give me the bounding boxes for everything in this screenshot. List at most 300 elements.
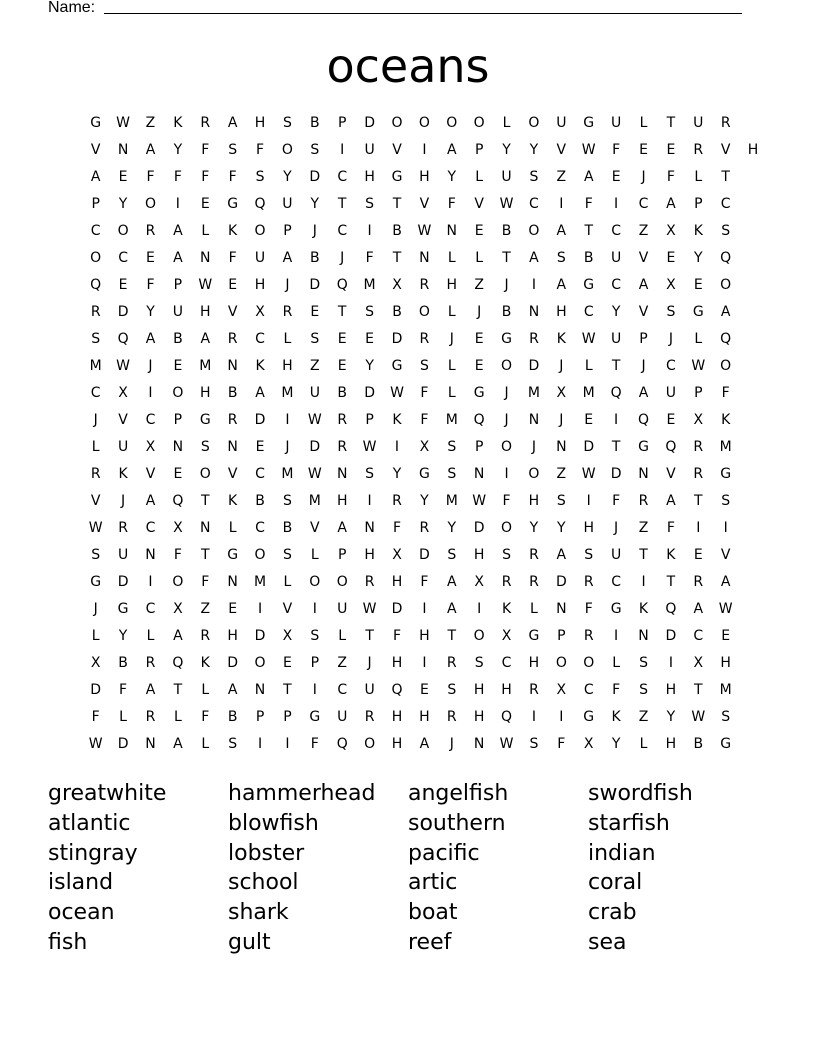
grid-letter: X — [583, 736, 594, 752]
grid-letter: H — [391, 736, 403, 752]
word-list-item: southern — [408, 810, 506, 836]
grid-letter: M — [281, 466, 294, 482]
word-list-item: hammerhead — [228, 781, 376, 806]
grid-letter: S — [310, 142, 320, 158]
grid-letter: A — [666, 196, 676, 212]
grid-letter: P — [173, 412, 183, 428]
grid-letter: O — [117, 223, 129, 239]
grid-letter: H — [528, 493, 540, 509]
grid-letter: E — [693, 277, 703, 293]
grid-letter: I — [477, 601, 482, 617]
grid-row — [82, 353, 740, 380]
grid-letter: G — [583, 115, 595, 131]
grid-letter: Z — [638, 223, 649, 239]
grid-row — [82, 218, 740, 245]
grid-letter: L — [91, 439, 100, 455]
grid-letter: X — [173, 520, 183, 536]
grid-letter: H — [419, 628, 430, 644]
grid-letter: G — [90, 115, 102, 131]
grid-letter: F — [392, 520, 402, 536]
grid-letter: U — [364, 682, 375, 698]
grid-letter: C — [145, 601, 156, 617]
word-list-item: pacific — [408, 840, 480, 866]
grid-row — [82, 191, 740, 218]
grid-letter: A — [90, 169, 101, 185]
grid-letter: O — [254, 547, 266, 563]
grid-letter: V — [227, 304, 238, 320]
grid-letter: F — [612, 493, 621, 509]
grid-letter: A — [666, 493, 676, 509]
grid-letter: K — [173, 115, 183, 131]
grid-letter: R — [693, 439, 704, 455]
grid-letter: J — [641, 169, 646, 185]
grid-letter: K — [501, 601, 512, 617]
grid-letter: K — [228, 493, 238, 509]
grid-letter: S — [639, 682, 648, 698]
grid-letter: R — [419, 331, 430, 347]
grid-letter: B — [282, 520, 293, 536]
grid-letter: B — [310, 115, 320, 131]
grid-letter: Q — [637, 412, 650, 428]
grid-letter: T — [639, 547, 648, 563]
grid-letter: O — [528, 223, 540, 239]
grid-letter: Y — [529, 142, 539, 158]
word-list-item: shark — [228, 900, 289, 926]
grid-letter: S — [721, 709, 731, 725]
grid-letter: B — [337, 385, 348, 401]
grid-letter: F — [201, 709, 210, 725]
grid-letter: S — [529, 736, 539, 752]
grid-letter: M — [527, 385, 540, 401]
grid-letter: D — [117, 304, 129, 320]
grid-letter: G — [227, 196, 239, 212]
grid-letter: W — [116, 115, 130, 131]
grid-letter: L — [447, 385, 456, 401]
grid-letter: F — [201, 142, 210, 158]
grid-letter: R — [364, 709, 375, 725]
grid-letter: J — [121, 493, 126, 509]
grid-letter: A — [227, 115, 238, 131]
grid-letter: X — [693, 655, 704, 671]
grid-letter: U — [501, 169, 512, 185]
grid-row — [82, 407, 740, 434]
grid-letter: E — [666, 412, 676, 428]
grid-letter: U — [610, 547, 622, 563]
grid-letter: G — [692, 304, 704, 320]
grid-letter: E — [337, 358, 347, 374]
grid-letter: B — [310, 250, 320, 266]
grid-letter: R — [529, 574, 539, 590]
grid-row — [82, 731, 740, 758]
grid-letter: Y — [694, 250, 703, 266]
grid-letter: H — [391, 655, 403, 671]
grid-letter: J — [93, 601, 98, 617]
grid-letter: X — [255, 304, 265, 320]
grid-letter: N — [227, 439, 238, 455]
grid-letter: Z — [556, 466, 567, 482]
grid-letter: G — [391, 169, 403, 185]
grid-letter: L — [201, 736, 210, 752]
grid-letter: J — [367, 655, 372, 671]
grid-letter: H — [254, 115, 266, 131]
grid-letter: E — [228, 601, 238, 617]
grid-letter: I — [312, 601, 317, 617]
grid-letter: K — [666, 547, 676, 563]
grid-letter: Q — [610, 385, 622, 401]
grid-letter: R — [529, 682, 539, 698]
grid-letter: H — [747, 142, 759, 158]
grid-letter: U — [610, 331, 622, 347]
grid-letter: V — [118, 412, 128, 428]
grid-letter: E — [584, 412, 594, 428]
grid-letter: A — [529, 250, 539, 266]
grid-letter: K — [200, 655, 210, 671]
grid-letter: C — [611, 277, 621, 293]
grid-letter: T — [584, 223, 593, 239]
grid-letter: Q — [665, 439, 677, 455]
grid-letter: I — [422, 655, 427, 671]
word-list-item: lobster — [228, 840, 305, 866]
grid-letter: H — [528, 655, 540, 671]
grid-letter: E — [474, 331, 484, 347]
word-list-item: coral — [588, 870, 643, 896]
grid-letter: E — [337, 331, 347, 347]
grid-letter: E — [255, 439, 265, 455]
grid-letter: B — [583, 250, 594, 266]
grid-letter: O — [309, 574, 321, 590]
grid-letter: S — [556, 250, 566, 266]
grid-letter: F — [256, 142, 265, 158]
word-list-item: atlantic — [48, 810, 131, 836]
grid-letter: D — [583, 439, 595, 455]
grid-letter: J — [148, 358, 153, 374]
word-list-item: reef — [408, 929, 452, 955]
grid-letter: F — [584, 601, 593, 617]
grid-letter: Y — [447, 169, 457, 185]
grid-letter: U — [364, 142, 375, 158]
grid-letter: E — [419, 682, 429, 698]
grid-letter: I — [531, 277, 537, 293]
grid-letter: J — [340, 250, 345, 266]
grid-letter: N — [227, 574, 238, 590]
grid-letter: M — [445, 493, 458, 509]
grid-letter: T — [392, 250, 402, 266]
grid-letter: F — [612, 142, 621, 158]
grid-letter: X — [556, 385, 567, 401]
grid-letter: X — [90, 655, 101, 671]
grid-letter: V — [90, 142, 101, 158]
grid-letter: S — [447, 466, 457, 482]
grid-row — [82, 488, 740, 515]
grid-letter: T — [200, 547, 210, 563]
grid-letter: M — [719, 682, 732, 698]
grid-row — [82, 542, 740, 569]
grid-letter: K — [693, 223, 703, 239]
grid-letter: F — [584, 196, 593, 212]
grid-letter: W — [581, 142, 596, 158]
grid-letter: J — [285, 439, 290, 455]
grid-letter: J — [504, 277, 509, 293]
grid-letter: A — [145, 142, 156, 158]
grid-letter: T — [502, 250, 511, 266]
grid-letter: R — [227, 331, 238, 347]
grid-letter: S — [502, 547, 511, 563]
grid-letter: Q — [391, 682, 403, 698]
grid-letter: A — [173, 223, 183, 239]
grid-letter: C — [145, 520, 156, 536]
grid-letter: D — [364, 385, 375, 401]
grid-letter: V — [227, 466, 238, 482]
grid-letter: E — [228, 277, 238, 293]
grid-letter: I — [257, 601, 263, 617]
grid-letter: C — [638, 196, 649, 212]
grid-letter: Q — [665, 601, 677, 617]
grid-letter: S — [310, 331, 320, 347]
grid-letter: X — [501, 628, 512, 644]
grid-letter: V — [638, 304, 649, 320]
grid-letter: S — [721, 223, 731, 239]
grid-letter: X — [474, 574, 484, 590]
grid-letter: K — [721, 412, 731, 428]
grid-letter: K — [255, 358, 265, 374]
grid-letter: M — [281, 385, 294, 401]
grid-letter: S — [447, 682, 457, 698]
grid-letter: J — [449, 331, 454, 347]
grid-letter: L — [146, 628, 155, 644]
grid-letter: H — [473, 682, 485, 698]
grid-row — [82, 434, 740, 461]
grid-letter: L — [201, 223, 210, 239]
grid-letter: S — [365, 466, 375, 482]
grid-letter: Y — [392, 466, 402, 482]
grid-letter: X — [666, 277, 676, 293]
grid-letter: T — [173, 682, 183, 698]
grid-letter: Y — [310, 196, 320, 212]
grid-letter: G — [583, 277, 595, 293]
word-list-item: island — [48, 870, 114, 896]
grid-letter: F — [146, 169, 155, 185]
grid-letter: S — [255, 169, 265, 185]
grid-letter: I — [641, 574, 646, 590]
grid-letter: J — [477, 304, 482, 320]
grid-letter: C — [666, 358, 676, 374]
grid-letter: P — [474, 439, 484, 455]
grid-letter: Y — [173, 142, 183, 158]
grid-letter: R — [419, 277, 430, 293]
grid-letter: O — [90, 250, 102, 266]
grid-letter: N — [172, 439, 184, 455]
grid-letter: A — [173, 736, 183, 752]
grid-letter: O — [281, 142, 293, 158]
grid-letter: N — [254, 682, 266, 698]
grid-letter: G — [610, 601, 622, 617]
grid-letter: Q — [336, 277, 348, 293]
grid-letter: P — [365, 412, 374, 428]
grid-letter: Z — [556, 169, 567, 185]
grid-letter: Q — [254, 196, 266, 212]
grid-letter: M — [308, 493, 321, 509]
grid-letter: R — [583, 574, 594, 590]
grid-letter: J — [504, 385, 509, 401]
grid-letter: N — [200, 250, 211, 266]
grid-letter: S — [200, 439, 210, 455]
grid-letter: J — [641, 358, 646, 374]
grid-letter: R — [282, 304, 293, 320]
grid-letter: T — [611, 439, 621, 455]
puzzle-title: oceans — [326, 39, 490, 93]
grid-letter: F — [228, 250, 237, 266]
grid-row — [82, 650, 740, 677]
grid-letter: V — [556, 142, 567, 158]
grid-letter: I — [723, 520, 728, 536]
grid-letter: V — [474, 196, 484, 212]
grid-letter: L — [530, 601, 538, 617]
grid-letter: X — [693, 412, 704, 428]
grid-letter: I — [175, 196, 180, 212]
grid-letter: A — [227, 682, 238, 698]
grid-letter: B — [173, 331, 183, 347]
grid-letter: O — [254, 223, 266, 239]
grid-letter: H — [473, 709, 485, 725]
grid-letter: G — [638, 439, 649, 455]
grid-letter: U — [117, 547, 129, 563]
grid-letter: H — [391, 574, 403, 590]
grid-letter: H — [501, 682, 512, 698]
grid-letter: L — [502, 115, 511, 131]
grid-letter: P — [255, 709, 265, 725]
grid-letter: Y — [666, 709, 676, 725]
grid-letter: X — [666, 223, 676, 239]
grid-letter: W — [116, 358, 130, 374]
grid-letter: E — [146, 250, 155, 266]
grid-letter: V — [638, 250, 649, 266]
grid-letter: L — [447, 358, 456, 374]
grid-letter: S — [365, 196, 375, 212]
grid-letter: S — [721, 493, 731, 509]
grid-letter: R — [638, 493, 649, 509]
grid-letter: L — [119, 709, 127, 725]
grid-letter: X — [282, 628, 293, 644]
grid-letter: U — [556, 115, 567, 131]
grid-letter: M — [363, 277, 376, 293]
grid-letter: C — [529, 196, 539, 212]
grid-letter: R — [501, 574, 512, 590]
word-list-item: stingray — [48, 840, 138, 866]
word-list-item: ocean — [48, 900, 115, 926]
grid-letter: A — [145, 331, 156, 347]
grid-letter: O — [528, 466, 540, 482]
grid-letter: S — [666, 304, 676, 320]
grid-letter: D — [227, 655, 239, 671]
word-list-item: crab — [588, 900, 637, 926]
grid-letter: V — [90, 493, 101, 509]
grid-letter: O — [418, 115, 430, 131]
grid-letter: H — [199, 304, 211, 320]
grid-letter: T — [694, 682, 703, 698]
grid-letter: H — [720, 655, 731, 671]
grid-letter: H — [419, 709, 430, 725]
grid-letter: S — [419, 358, 429, 374]
grid-letter: R — [364, 574, 375, 590]
grid-letter: H — [227, 628, 238, 644]
grid-letter: X — [173, 601, 183, 617]
grid-letter: O — [418, 304, 430, 320]
grid-letter: A — [720, 304, 731, 320]
grid-letter: J — [312, 223, 317, 239]
grid-letter: A — [720, 574, 731, 590]
grid-letter: V — [666, 466, 676, 482]
grid-letter: W — [581, 466, 596, 482]
grid-letter: L — [475, 250, 484, 266]
grid-letter: L — [447, 304, 456, 320]
grid-letter: B — [501, 304, 512, 320]
grid-letter: J — [93, 412, 98, 428]
letter-grid — [82, 110, 759, 758]
grid-letter: A — [255, 385, 265, 401]
grid-letter: L — [447, 250, 456, 266]
grid-letter: W — [88, 520, 103, 536]
grid-letter: G — [117, 601, 129, 617]
grid-letter: W — [472, 493, 487, 509]
grid-letter: T — [337, 196, 347, 212]
grid-letter: C — [611, 223, 621, 239]
grid-letter: O — [501, 439, 513, 455]
grid-letter: J — [559, 412, 564, 428]
grid-letter: W — [499, 736, 514, 752]
grid-letter: I — [285, 412, 290, 428]
grid-letter: I — [312, 682, 317, 698]
grid-letter: U — [254, 250, 266, 266]
grid-letter: U — [309, 385, 320, 401]
grid-letter: Q — [172, 493, 184, 509]
grid-letter: I — [367, 223, 372, 239]
grid-letter: W — [417, 223, 432, 239]
grid-letter: C — [118, 250, 128, 266]
grid-letter: O — [720, 358, 732, 374]
grid-letter: A — [446, 601, 457, 617]
grid-letter: J — [614, 520, 619, 536]
grid-letter: H — [583, 520, 594, 536]
grid-letter: F — [173, 547, 182, 563]
word-list-item: swordfish — [588, 781, 693, 806]
grid-letter: L — [283, 331, 292, 347]
grid-letter: N — [528, 304, 540, 320]
grid-letter: B — [255, 493, 265, 509]
word-list — [48, 779, 768, 958]
grid-letter: R — [90, 304, 101, 320]
grid-letter: N — [473, 466, 485, 482]
grid-letter: E — [721, 628, 731, 644]
grid-letter: O — [446, 115, 458, 131]
grid-letter: Y — [420, 493, 429, 509]
grid-letter: L — [694, 331, 703, 347]
word-list-item: blowfish — [228, 810, 319, 836]
grid-letter: N — [145, 547, 156, 563]
grid-letter: O — [583, 655, 595, 671]
grid-letter: Z — [474, 277, 484, 293]
grid-letter: G — [528, 628, 540, 644]
grid-letter: X — [419, 439, 430, 455]
grid-letter: C — [337, 682, 348, 698]
grid-letter: S — [91, 547, 101, 563]
grid-letter: C — [255, 331, 265, 347]
grid-row — [82, 569, 740, 596]
grid-letter: Y — [502, 142, 511, 158]
grid-letter: V — [392, 142, 402, 158]
grid-letter: U — [282, 196, 293, 212]
grid-letter: R — [200, 115, 211, 131]
grid-letter: G — [227, 547, 239, 563]
